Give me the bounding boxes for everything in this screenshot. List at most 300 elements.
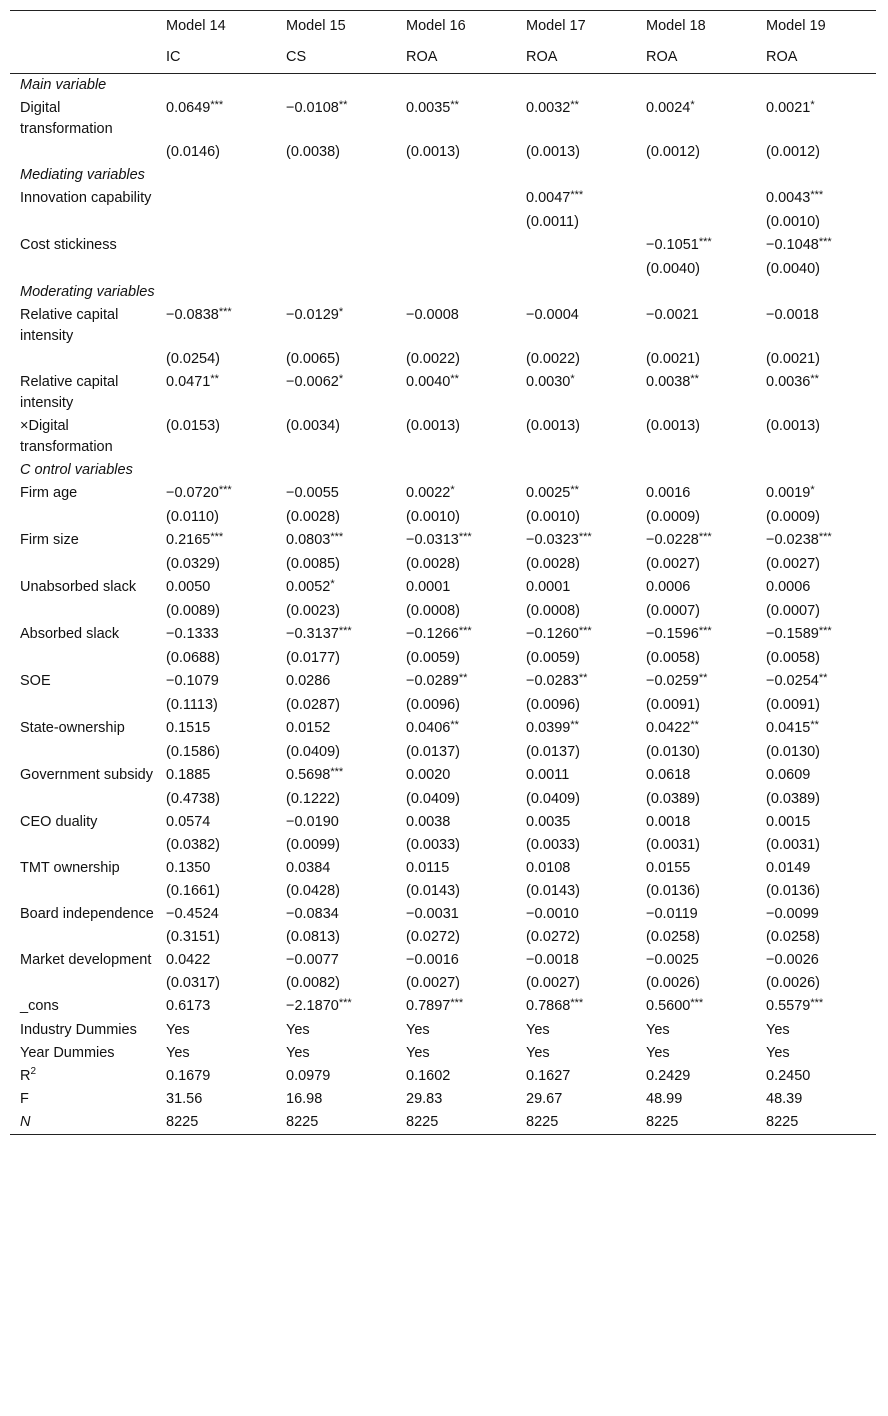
row-label: Unabsorbed slack [20,579,137,595]
row-label: Relative capital intensity [20,307,119,344]
row-label [10,926,156,949]
row-label [10,258,156,281]
significance-stars: *** [698,625,712,637]
std-error-cell: (0.0058) [766,650,821,666]
std-error-cell: (0.3151) [166,929,221,945]
header-row-models [10,11,876,43]
significance-stars: * [330,578,335,590]
value-cell: 0.0115 [406,860,450,876]
std-error-cell: (0.0011) [526,214,579,230]
value-cell: 0.0006 [766,579,811,595]
value-cell: −0.0228*** [646,531,712,548]
std-error-cell: (0.0272) [406,929,461,945]
row-label: Government subsidy [20,767,153,783]
model-name: Model 18 [646,18,706,34]
significance-stars: ** [818,672,828,684]
significance-stars: *** [338,625,352,637]
value-cell: 0.0471** [166,373,219,390]
std-error-cell: (0.0009) [766,509,821,525]
row-label: SOE [20,673,51,689]
value-cell: −0.0119 [646,906,698,922]
std-error-cell: (0.0258) [766,929,821,945]
section-label: C ontrol variables [20,462,133,478]
std-error-cell: (0.0287) [286,697,341,713]
value-cell: −0.3137*** [286,625,352,642]
std-error-cell: (0.0096) [526,697,581,713]
std-error-cell: (0.0059) [406,650,461,666]
std-error-cell: (0.0007) [766,603,821,619]
value-cell: 0.0574 [166,814,211,830]
significance-stars: *** [818,625,832,637]
std-error-cell: (0.0026) [766,975,821,991]
significance-stars: *** [338,997,352,1009]
significance-stars: *** [458,625,472,637]
value-cell [276,187,396,211]
significance-stars: ** [338,99,348,111]
significance-stars: *** [570,189,584,201]
std-error-cell: (0.0027) [406,975,461,991]
value-cell: Yes [406,1022,430,1038]
value-cell: 0.0649*** [166,99,224,116]
value-cell: −0.0021 [646,307,699,323]
value-cell: 0.0021* [766,99,815,116]
std-error-cell: (0.0022) [406,351,461,367]
value-cell: 0.5579*** [766,997,824,1014]
std-error-cell: (0.0033) [406,837,461,853]
value-cell: 0.0047*** [526,189,584,206]
section-row [10,164,876,187]
std-error-cell: (0.0033) [526,837,581,853]
value-cell: −0.0004 [526,307,579,323]
row-label: State-ownership [20,720,125,736]
std-error-cell: (0.0008) [526,603,581,619]
value-cell: 8225 [646,1114,679,1130]
value-cell [156,234,276,258]
value-cell: −0.0838*** [166,306,232,323]
value-cell: −0.0026 [766,952,819,968]
value-cell: −2.1870*** [286,997,352,1014]
significance-stars: ** [570,484,579,496]
row-label: ×Digital transformation [20,418,113,455]
row-label: N [20,1114,31,1130]
value-cell: 0.2429 [646,1068,691,1084]
header-blank-cell [10,11,156,43]
std-error-row [10,834,876,857]
value-cell [516,234,636,258]
value-cell: 0.0020 [406,767,451,783]
value-cell: 0.0018 [646,814,691,830]
value-cell: 8225 [406,1114,439,1130]
significance-stars: *** [450,997,464,1009]
row-label: Board independence [20,906,154,922]
value-cell: 0.1679 [166,1068,211,1084]
std-error-cell: (0.0091) [646,697,701,713]
std-error-cell [156,258,276,281]
table-row [10,1042,876,1065]
table-row [10,1088,876,1111]
std-error-cell: (0.0028) [286,509,341,525]
significance-stars: ** [570,99,579,111]
std-error-cell: (0.0012) [766,144,821,160]
model-name: Model 16 [406,18,466,34]
row-label: F [20,1091,29,1107]
section-row [10,281,876,304]
std-error-cell [276,258,396,281]
row-label: $R^2$ [20,1066,37,1084]
std-error-cell: (0.0013) [406,418,461,434]
significance-stars: *** [330,531,344,543]
value-cell: −0.0283** [526,672,588,689]
std-error-cell: (0.0031) [766,837,821,853]
std-error-row [10,926,876,949]
value-cell: 0.0803*** [286,531,344,548]
std-error-row [10,788,876,811]
dependent-variable: ROA [526,49,558,65]
std-error-row [10,415,876,459]
value-cell: 0.0016 [646,485,691,501]
std-error-cell: (0.0013) [406,144,461,160]
significance-stars: ** [450,719,459,731]
value-cell: 0.1885 [166,767,211,783]
row-label: Digital transformation [20,100,113,137]
std-error-cell: (0.0137) [526,744,581,760]
row-label: _cons [20,998,59,1014]
table-row [10,576,876,600]
std-error-cell: (0.0023) [286,603,341,619]
std-error-cell [396,211,516,234]
value-cell: −0.0025 [646,952,699,968]
std-error-cell: (0.0040) [766,261,821,277]
value-cell: Yes [766,1045,790,1061]
value-cell: 31.56 [166,1091,203,1107]
std-error-cell: (0.0409) [406,791,461,807]
std-error-cell: (0.0146) [166,144,221,160]
std-error-cell: (0.0028) [406,556,461,572]
value-cell: −0.4524 [166,906,219,922]
dependent-variable: ROA [646,49,678,65]
significance-stars: *** [218,484,232,496]
value-cell: 0.0032** [526,99,579,116]
significance-stars: * [338,373,344,385]
significance-stars: ** [450,99,459,111]
row-label: Cost stickiness [20,237,117,253]
std-error-cell: (0.0010) [406,509,461,525]
table-row [10,623,876,647]
row-label: Absorbed slack [20,626,120,642]
value-cell: −0.1596*** [646,625,712,642]
value-cell: 0.0035** [406,99,459,116]
value-cell: −0.0099 [766,906,819,922]
std-error-cell [276,211,396,234]
value-cell: 0.0050 [166,579,211,595]
row-label [10,647,156,670]
row-label: Firm size [20,532,79,548]
std-error-cell [516,258,636,281]
significance-stars: ** [578,672,588,684]
table-row [10,1065,876,1088]
value-cell: 0.2165*** [166,531,224,548]
std-error-cell: (0.1222) [286,791,341,807]
value-cell: −0.0313*** [406,531,472,548]
significance-stars: ** [450,373,459,385]
std-error-cell [156,211,276,234]
value-cell: −0.1079 [166,673,219,689]
std-error-cell [396,258,516,281]
std-error-cell: (0.0065) [286,351,341,367]
std-error-cell: (0.0409) [286,744,341,760]
value-cell: 0.0384 [286,860,331,876]
value-cell: 8225 [166,1114,199,1130]
model-name: Model 14 [166,18,226,34]
section-row [10,459,876,482]
row-label: TMT ownership [20,860,120,876]
std-error-cell: (0.0022) [526,351,581,367]
value-cell: 0.0006 [646,579,691,595]
std-error-cell [636,211,756,234]
value-cell: 0.0043*** [766,189,824,206]
std-error-cell: (0.0688) [166,650,221,666]
std-error-cell: (0.0428) [286,883,341,899]
table-row [10,304,876,348]
value-cell: −0.0031 [406,906,459,922]
row-label [10,741,156,764]
std-error-cell: (0.0089) [166,603,221,619]
table-row [10,857,876,880]
std-error-cell: (0.0143) [526,883,581,899]
value-cell: 0.0015 [766,814,811,830]
value-cell: 0.0286 [286,673,331,689]
value-cell: 0.0052* [286,578,335,595]
value-cell: −0.0834 [286,906,339,922]
std-error-row [10,258,876,281]
row-label [10,972,156,995]
value-cell: 29.83 [406,1091,443,1107]
std-error-cell: (0.0091) [766,697,821,713]
significance-stars: *** [218,306,232,318]
std-error-cell: (0.0258) [646,929,701,945]
value-cell: 0.0040** [406,373,459,390]
table-header [10,11,876,74]
value-cell [276,234,396,258]
model-name: Model 17 [526,18,586,34]
value-cell: −0.1589*** [766,625,832,642]
row-label [10,141,156,164]
superscript: 2 [30,1066,37,1078]
value-cell: 8225 [526,1114,559,1130]
significance-stars: ** [810,373,819,385]
std-error-cell: (0.0010) [526,509,581,525]
value-cell: 0.0038 [406,814,451,830]
std-error-cell: (0.0013) [766,418,821,434]
significance-stars: * [450,484,455,496]
std-error-row [10,600,876,623]
std-error-row [10,553,876,576]
value-cell: 16.98 [286,1091,323,1107]
value-cell: Yes [646,1022,670,1038]
significance-stars: * [810,99,815,111]
std-error-row [10,972,876,995]
value-cell [396,187,516,211]
value-cell: −0.0008 [406,307,459,323]
value-cell [156,187,276,211]
significance-stars: * [690,99,695,111]
value-cell: −0.0016 [406,952,459,968]
row-label: Market development [20,952,152,968]
value-cell: 0.0019* [766,484,815,501]
std-error-row [10,348,876,371]
value-cell: 8225 [286,1114,319,1130]
std-error-cell: (0.0137) [406,744,461,760]
value-cell: 0.0406** [406,719,459,736]
std-error-cell: (0.0389) [766,791,821,807]
value-cell: 0.0024* [646,99,695,116]
std-error-row [10,141,876,164]
section-label: Mediating variables [20,167,145,183]
significance-stars: ** [690,719,699,731]
significance-stars: *** [818,531,832,543]
std-error-cell: (0.0136) [646,883,701,899]
value-cell: 0.1515 [166,720,211,736]
significance-stars: ** [810,719,819,731]
table-row [10,995,876,1019]
std-error-cell: (0.0254) [166,351,221,367]
std-error-cell: (0.0027) [526,975,581,991]
value-cell: −0.1051*** [646,236,712,253]
row-label [10,834,156,857]
std-error-cell: (0.0143) [406,883,461,899]
table-row [10,1019,876,1042]
std-error-cell: (0.1113) [166,697,218,713]
row-label: Industry Dummies [20,1022,137,1038]
std-error-row [10,880,876,903]
value-cell [396,234,516,258]
std-error-cell: (0.0153) [166,418,221,434]
significance-stars: *** [690,997,704,1009]
section-row [10,74,876,98]
std-error-cell: (0.0082) [286,975,341,991]
value-cell: 0.0108 [526,860,571,876]
std-error-row [10,694,876,717]
value-cell: −0.0077 [286,952,339,968]
value-cell: −0.0323*** [526,531,592,548]
value-cell: 0.0979 [286,1068,331,1084]
row-label [10,506,156,529]
value-cell: −0.0062* [286,373,344,390]
value-cell [636,187,756,211]
std-error-cell: (0.0389) [646,791,701,807]
value-cell: 0.0035 [526,814,571,830]
significance-stars: ** [570,719,579,731]
value-cell: −0.0259** [646,672,708,689]
table-row [10,811,876,834]
value-cell: −0.0108** [286,99,348,116]
std-error-cell: (0.0317) [166,975,221,991]
value-cell: 0.5698*** [286,766,344,783]
value-cell: −0.1333 [166,626,219,642]
value-cell: 0.0011 [526,767,570,783]
significance-stars: *** [698,236,712,248]
significance-stars: *** [570,997,584,1009]
significance-stars: *** [578,531,592,543]
significance-stars: *** [698,531,712,543]
value-cell: 0.0399** [526,719,579,736]
value-cell: Yes [166,1022,190,1038]
std-error-cell: (0.1586) [166,744,221,760]
significance-stars: * [570,373,575,385]
value-cell: 0.6173 [166,998,211,1014]
std-error-cell: (0.0013) [526,144,581,160]
std-error-cell: (0.1661) [166,883,221,899]
significance-stars: ** [210,373,219,385]
table-row [10,187,876,211]
significance-stars: *** [810,997,824,1009]
row-label [10,788,156,811]
row-label [10,348,156,371]
std-error-cell: (0.4738) [166,791,221,807]
significance-stars: *** [210,99,224,111]
table-row [10,670,876,694]
std-error-cell: (0.0031) [646,837,701,853]
value-cell: 0.0618 [646,767,691,783]
dependent-variable: ROA [766,49,798,65]
header-row-dependent [10,42,876,74]
std-error-cell: (0.0040) [646,261,701,277]
value-cell: 0.1627 [526,1068,571,1084]
value-cell: 0.0022* [406,484,455,501]
significance-stars: ** [458,672,468,684]
row-label: Innovation capability [20,190,152,206]
table-row [10,1111,876,1135]
std-error-cell: (0.0027) [766,556,821,572]
value-cell: 0.0001 [406,579,451,595]
std-error-cell: (0.0329) [166,556,221,572]
section-label: Moderating variables [20,284,155,300]
value-cell: Yes [166,1045,190,1061]
value-cell: Yes [766,1022,790,1038]
value-cell: −0.0720*** [166,484,232,501]
row-label [10,880,156,903]
table-row [10,234,876,258]
std-error-cell: (0.0038) [286,144,341,160]
value-cell: 8225 [766,1114,799,1130]
std-error-cell: (0.0272) [526,929,581,945]
regression-table [10,10,876,1135]
significance-stars: *** [210,531,224,543]
value-cell: −0.1048*** [766,236,832,253]
table-row [10,371,876,415]
row-label: Firm age [20,485,78,501]
value-cell: 0.1350 [166,860,211,876]
row-label [10,553,156,576]
std-error-cell: (0.0028) [526,556,581,572]
std-error-cell: (0.0010) [766,214,821,230]
value-cell: Yes [526,1045,550,1061]
table-row [10,949,876,972]
std-error-cell: (0.0096) [406,697,461,713]
std-error-cell: (0.0026) [646,975,701,991]
significance-stars: *** [578,625,592,637]
row-label: CEO duality [20,814,98,830]
value-cell: 0.0036** [766,373,819,390]
std-error-row [10,506,876,529]
std-error-cell: (0.0027) [646,556,701,572]
value-cell: 0.0152 [286,720,331,736]
std-error-row [10,741,876,764]
value-cell: 0.0155 [646,860,691,876]
value-cell: 48.39 [766,1091,803,1107]
table-row [10,717,876,741]
value-cell: −0.0055 [286,485,339,501]
